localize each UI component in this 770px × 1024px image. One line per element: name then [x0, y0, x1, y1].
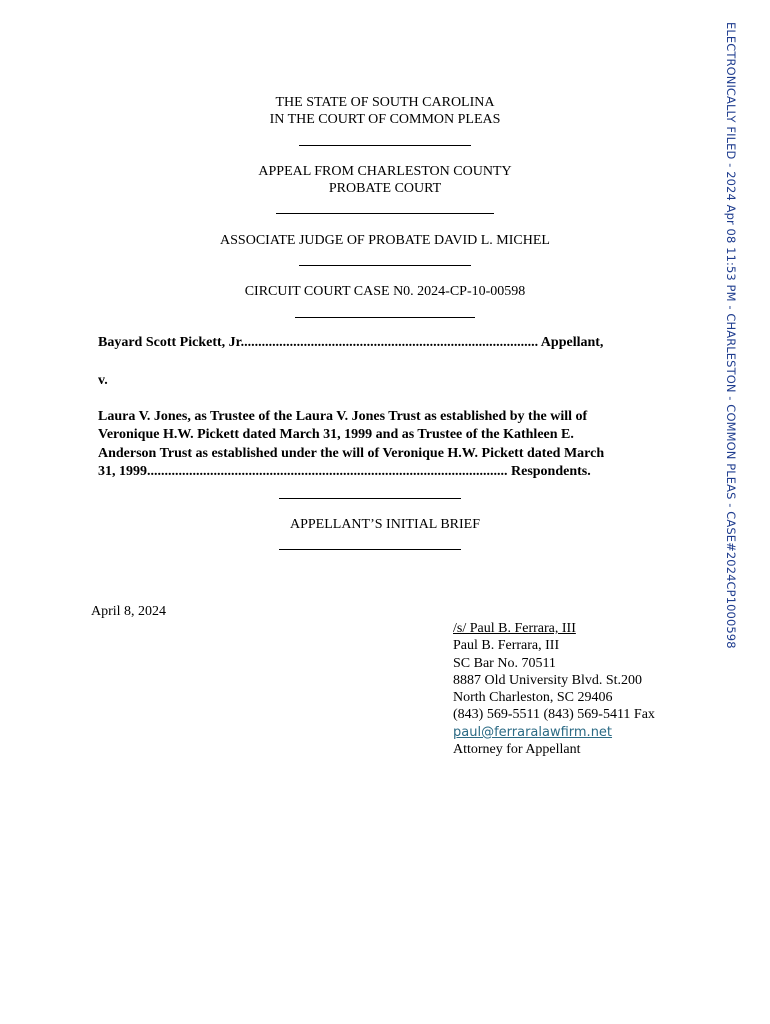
versus-label: v.	[98, 373, 108, 388]
divider-rule	[279, 549, 461, 550]
case-number: CIRCUIT COURT CASE N0. 2024-CP-10-00598	[244, 284, 526, 299]
respondents-line-1: Laura V. Jones, as Trustee of the Laura V. Jones Trust as established by the will of	[98, 409, 588, 424]
attorney-role: Attorney for Appellant	[453, 742, 581, 758]
bar-number: SC Bar No. 70511	[453, 655, 556, 671]
respondents-line-2: Veronique H.W. Pickett dated March 31, 1999 and as Trustee of the Kathleen E.	[98, 427, 574, 442]
respondents-line-3: Anderson Trust as established under the will of Veronique H.W. Pickett dated March	[98, 446, 605, 461]
divider-rule	[295, 317, 475, 318]
divider-rule	[299, 265, 471, 266]
address-line-1: 8887 Old University Blvd. St.200	[453, 672, 643, 688]
attorney-name: Paul B. Ferrara, III	[453, 638, 560, 654]
filing-stamp-text: ELECTRONICALLY FILED - 2024 Apr 08 11:53 PM - CHARLESTON - COMMON PLEAS - CASE#2024CP1000598	[724, 22, 738, 649]
phone-fax: (843) 569-5511 (843) 569-5411 Fax	[453, 707, 655, 723]
brief-title: APPELLANT’S INITIAL BRIEF	[289, 517, 481, 532]
filing-stamp	[722, 22, 738, 692]
divider-rule	[276, 213, 494, 214]
address-line-2: North Charleston, SC 29406	[453, 690, 613, 706]
respondents-line-4: 31, 1999....................................................................................................... Respondents.	[98, 464, 591, 479]
filing-date: April 8, 2024	[91, 604, 167, 619]
state-heading: THE STATE OF SOUTH CAROLINA	[275, 95, 495, 110]
signature-block	[453, 620, 655, 758]
court-heading: IN THE COURT OF COMMON PLEAS	[269, 112, 501, 127]
electronic-signature: /s/ Paul B. Ferrara, III	[453, 621, 576, 636]
email-link[interactable]: paul@ferraralawfirm.net	[453, 724, 613, 740]
appellant-line: Bayard Scott Pickett, Jr..................................................................................... Appellant,	[98, 335, 604, 350]
appeal-heading-line2: PROBATE COURT	[328, 181, 442, 196]
divider-rule	[279, 498, 461, 499]
judge-heading: ASSOCIATE JUDGE OF PROBATE DAVID L. MICHEL	[220, 233, 550, 248]
divider-rule	[299, 145, 471, 146]
appeal-heading-line1: APPEAL FROM CHARLESTON COUNTY	[258, 164, 512, 179]
